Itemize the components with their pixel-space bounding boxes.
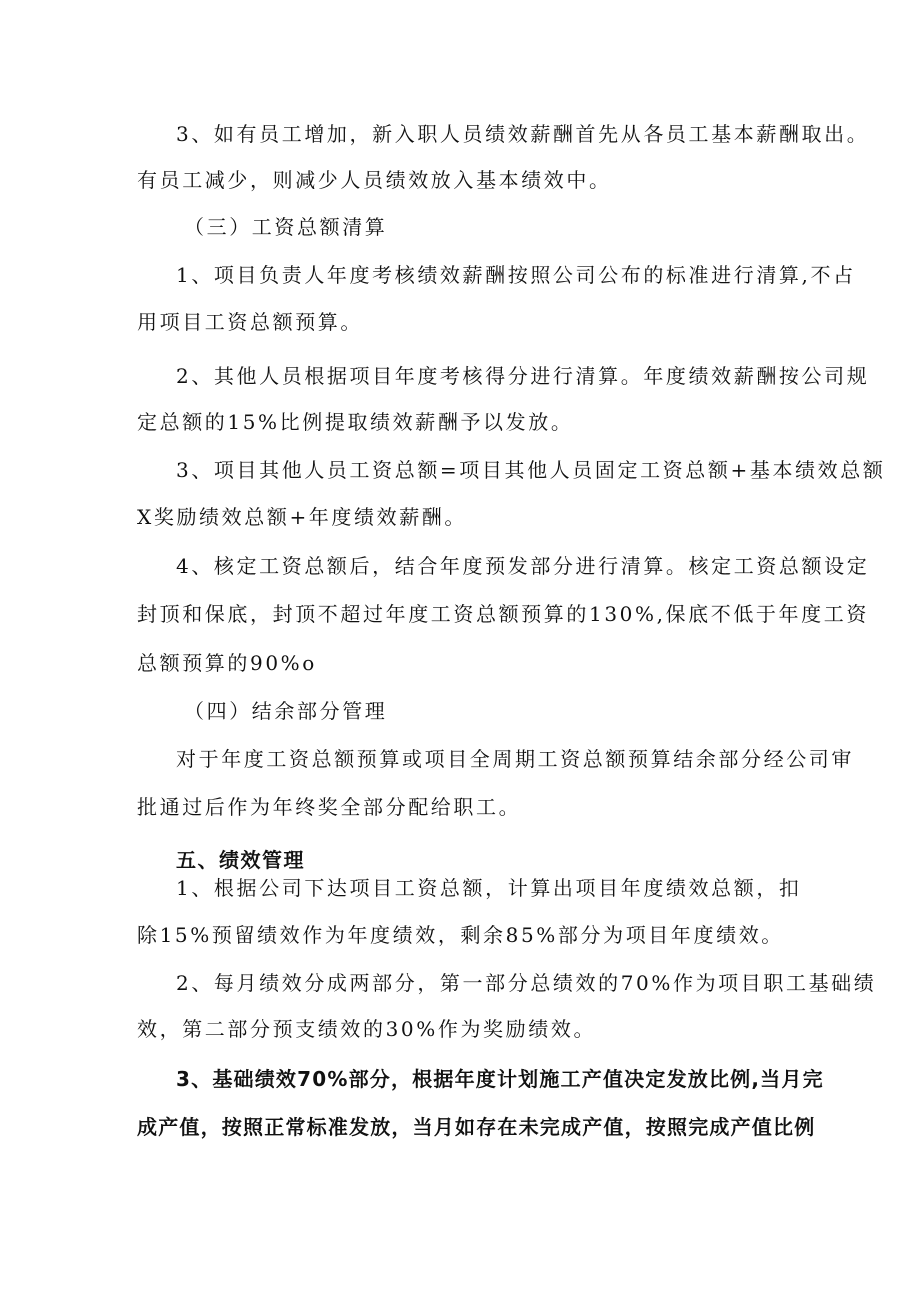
paragraph-line: 封顶和保底，封顶不超过年度工资总额预算的130%,保底不低于年度工资 — [137, 602, 869, 626]
paragraph-line: 定总额的15%比例提取绩效薪酬予以发放。 — [137, 410, 574, 434]
paragraph-line: 总额预算的90%o — [137, 651, 317, 675]
paragraph-line: 除15%预留绩效作为年度绩效，剩余85%部分为项目年度绩效。 — [137, 923, 784, 947]
paragraph-line: X奖励绩效总额+年度绩效薪酬。 — [137, 505, 467, 529]
paragraph-line: 用项目工资总额预算。 — [137, 310, 363, 334]
subsection-heading: （四）结余部分管理 — [184, 699, 388, 723]
paragraph-line: 2、其他人员根据项目年度考核得分进行清算。年度绩效薪酬按公司规 — [176, 364, 870, 388]
paragraph-line: 1、根据公司下达项目工资总额，计算出项目年度绩效总额，扣 — [176, 876, 802, 900]
bold-paragraph-line: 成产值，按照正常标准发放，当月如存在未完成产值，按照完成产值比例 — [137, 1115, 816, 1139]
subsection-heading: （三）工资总额清算 — [184, 215, 388, 239]
paragraph-line: 有员工减少，则减少人员绩效放入基本绩效中。 — [137, 168, 612, 192]
paragraph-line: 2、每月绩效分成两部分，第一部分总绩效的70%作为项目职工基础绩 — [176, 971, 877, 995]
paragraph-line: 对于年度工资总额预算或项目全周期工资总额预算结余部分经公司审 — [176, 747, 854, 771]
paragraph-line: 3、如有员工增加，新入职人员绩效薪酬首先从各员工基本薪酬取出。 — [176, 122, 870, 146]
paragraph-line: 3、项目其他人员工资总额=项目其他人员固定工资总额+基本绩效总额 — [176, 458, 886, 482]
bold-paragraph-line: 3、基础绩效70%部分，根据年度计划施工产值决定发放比例,当月完 — [176, 1067, 824, 1091]
paragraph-line: 批通过后作为年终奖全部分配给职工。 — [137, 795, 522, 819]
paragraph-line: 效，第二部分预支绩效的30%作为奖励绩效。 — [137, 1017, 597, 1041]
paragraph-line: 4、核定工资总额后，结合年度预发部分进行清算。核定工资总额设定 — [176, 554, 870, 578]
section-heading: 五、绩效管理 — [176, 848, 305, 872]
paragraph-line: 1、项目负责人年度考核绩效薪酬按照公司公布的标准进行清算,不占 — [176, 263, 856, 287]
